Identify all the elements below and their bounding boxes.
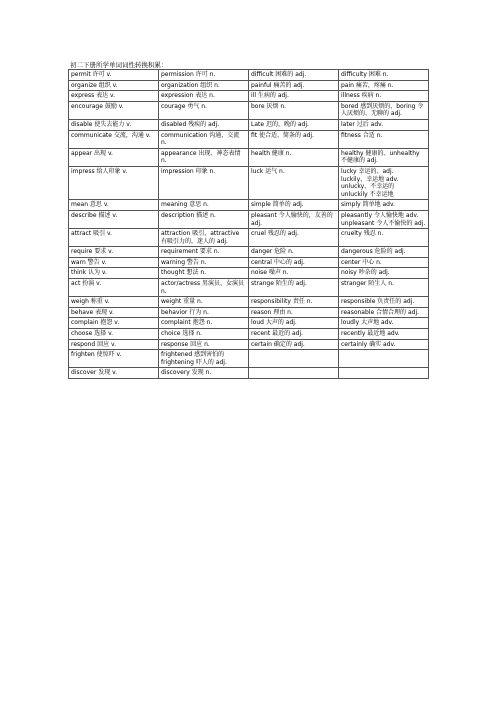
cell-text: choose 选择 v. — [71, 330, 114, 338]
table-cell — [249, 329, 339, 340]
table-cell — [159, 307, 249, 318]
table-cell — [159, 247, 249, 258]
cell-text: recently 最近地 adv. — [341, 330, 400, 338]
cell-text: encourage 鼓励 v. — [71, 102, 124, 110]
table-cell — [69, 279, 159, 297]
cell-text: choice 选择 n. — [161, 330, 202, 338]
table-cell — [159, 91, 249, 102]
table-cell — [159, 166, 249, 199]
table-cell — [159, 350, 249, 368]
cell-text: weight 重量 n. — [161, 298, 203, 306]
table-cell — [249, 339, 339, 350]
cell-text: communication 沟通，交流 n. — [161, 131, 242, 147]
table-row — [69, 148, 429, 166]
cell-text: loud 大声的 adj. — [251, 319, 297, 327]
cell-text: behave 表现 v. — [71, 308, 115, 316]
table-row — [69, 200, 429, 211]
cell-text: thought 想法 n. — [161, 269, 207, 277]
cell-text: pleasantly 令人愉快地 adv. unpleasant 令人不愉快的 adj. — [341, 211, 426, 227]
cell-text: simple 简单的 adj. — [251, 201, 304, 209]
table-cell — [69, 297, 159, 308]
table-cell — [69, 91, 159, 102]
table-cell — [249, 297, 339, 308]
table-cell — [249, 148, 339, 166]
table-cell — [159, 268, 249, 279]
cell-text: reason 理由 n. — [251, 308, 293, 316]
cell-text: later 过后 adv. — [341, 120, 384, 128]
table-row — [69, 268, 429, 279]
cell-text: permission 许可 n. — [161, 71, 216, 78]
cell-text: respond 回应 v. — [71, 340, 117, 348]
cell-text: permit 许可 v. — [71, 71, 112, 78]
table-cell — [339, 130, 429, 148]
table-row — [69, 166, 429, 199]
cell-text: Late 迟的，晚的 adj. — [251, 120, 309, 128]
cell-text: response 回应 n. — [161, 340, 210, 348]
cell-text: courage 勇气 n. — [161, 102, 207, 110]
cell-text: disable 使失去能力 v. — [71, 120, 132, 128]
table-cell — [339, 101, 429, 119]
table-cell — [159, 229, 249, 247]
cell-text: appear 出现 v. — [71, 149, 113, 157]
cell-text: cruelty 残忍 n. — [341, 230, 384, 238]
cell-text: strange 陌生的 adj. — [251, 280, 307, 288]
cell-text: describe 描述 v. — [71, 211, 118, 219]
cell-text: attraction 吸引、attractive 有吸引力的，迷人的 adj. — [161, 230, 242, 245]
cell-text: responsible 负责任的 adj. — [341, 298, 415, 306]
table-cell — [339, 329, 429, 340]
cell-text: actor/actress 男演员、女演员 n. — [161, 280, 246, 295]
table-row — [69, 339, 429, 350]
table-cell — [249, 70, 339, 81]
table-cell — [159, 148, 249, 166]
table-cell — [69, 148, 159, 166]
cell-text: simply 简单地 adv. — [341, 201, 395, 209]
table-row — [69, 350, 429, 368]
cell-text: health 健康 n. — [251, 149, 292, 157]
table-cell — [339, 247, 429, 258]
table-cell — [249, 350, 339, 368]
cell-text: complaint 抱怨 n. — [161, 319, 213, 327]
cell-text: appearance 出现、神态表情 n. — [161, 149, 243, 165]
table-cell — [339, 91, 429, 102]
table-cell — [249, 307, 339, 318]
table-cell — [159, 200, 249, 211]
table-row — [69, 101, 429, 119]
cell-text: attract 吸引 v. — [71, 230, 112, 238]
cell-text: warning 警告 n. — [161, 258, 207, 266]
table-cell — [339, 229, 429, 247]
table-cell — [69, 247, 159, 258]
cell-text: complain 抱怨 v. — [71, 319, 120, 327]
cell-text: warn 警告 v. — [71, 258, 107, 266]
table-cell — [159, 368, 249, 379]
table-cell — [69, 80, 159, 91]
cell-text: frighten 使惊吓 v. — [71, 351, 122, 359]
table-cell — [159, 257, 249, 268]
table-cell — [339, 307, 429, 318]
table-cell — [339, 279, 429, 297]
table-cell — [69, 119, 159, 130]
table-row — [69, 119, 429, 130]
table-cell — [339, 350, 429, 368]
table-row — [69, 210, 429, 228]
cell-text: disabled 残疾的 adj. — [161, 120, 220, 128]
table-cell — [339, 200, 429, 211]
cell-text: danger 危险 n. — [251, 248, 294, 256]
table-cell — [249, 229, 339, 247]
table-cell — [69, 130, 159, 148]
cell-text: mean 意思 v. — [71, 201, 109, 209]
cell-text: organize 组织 v. — [71, 81, 118, 89]
table-cell — [69, 70, 159, 81]
cell-text: reasonable 合情合理的 adj. — [341, 308, 420, 316]
table-cell — [159, 279, 249, 297]
table-cell — [339, 119, 429, 130]
table-cell — [249, 318, 339, 329]
table-cell — [69, 268, 159, 279]
table-cell — [159, 80, 249, 91]
table-cell — [69, 166, 159, 199]
table-row — [69, 80, 429, 91]
table-row — [69, 318, 429, 329]
table-row — [69, 297, 429, 308]
table-cell — [249, 368, 339, 379]
table-cell — [339, 257, 429, 268]
cell-text: behavior 行为 n. — [161, 308, 209, 316]
cell-text: expression 表达 n. — [161, 92, 215, 100]
cell-text: certain 确定的 adj. — [251, 340, 305, 348]
cell-text: impression 印象 n. — [161, 167, 216, 175]
table-cell — [69, 339, 159, 350]
cell-text: painful 痛苦的 adj. — [251, 81, 305, 89]
cell-text: meaning 意思 n. — [161, 201, 209, 209]
cell-text: illness 疾病 n. — [341, 92, 382, 100]
table-cell — [159, 297, 249, 308]
table-cell — [69, 200, 159, 211]
table-cell — [249, 247, 339, 258]
table-cell — [159, 210, 249, 228]
table-row — [69, 368, 429, 379]
cell-text: recent 最近的 adj. — [251, 330, 304, 338]
table-cell — [339, 166, 429, 199]
cell-text: luck 运气 n. — [251, 167, 285, 175]
table-cell — [159, 318, 249, 329]
page-title: 初二下册所学单词词性转换积累： — [70, 61, 168, 69]
cell-text: central 中心的 adj. — [251, 258, 305, 266]
cell-text: discovery 发现 n. — [161, 369, 212, 377]
table-row — [69, 257, 429, 268]
table-cell — [249, 210, 339, 228]
table-cell — [159, 101, 249, 119]
table-cell — [249, 268, 339, 279]
table-cell — [69, 329, 159, 340]
cell-text: fitness 合适 n. — [341, 131, 383, 139]
cell-text: pain 痛苦，疼痛 n. — [341, 81, 394, 89]
cell-text: express 表达 v. — [71, 92, 116, 100]
table-cell — [249, 91, 339, 102]
cell-text: noisy 吵杂的 adj. — [341, 269, 390, 277]
table-cell — [339, 368, 429, 379]
table-cell — [249, 80, 339, 91]
table-row — [69, 307, 429, 318]
table-cell — [69, 229, 159, 247]
table-row — [69, 229, 429, 247]
table-cell — [159, 130, 249, 148]
table-row — [69, 279, 429, 297]
cell-text: requirement 要求 n. — [161, 248, 220, 256]
cell-text: fit 使合适、简条的 adj. — [251, 131, 315, 139]
table-cell — [69, 368, 159, 379]
cell-text: ill 生病的 adj. — [251, 92, 289, 100]
table-cell — [339, 148, 429, 166]
table-cell — [69, 257, 159, 268]
table-cell — [159, 119, 249, 130]
cell-text: center 中心 n. — [341, 258, 382, 266]
cell-text: pleasant 令人愉快的，友善的 adj. — [251, 211, 335, 227]
cell-text: difficulty 困难 n. — [341, 71, 389, 78]
table-cell — [69, 307, 159, 318]
cell-text: certainly 确实 adv. — [341, 340, 396, 348]
cell-text: bored 感到厌烦的、boring 令人厌烦的、无聊的 adj. — [341, 102, 424, 118]
cell-text: responsibility 责任 n. — [251, 298, 313, 306]
cell-text: act 扮演 v. — [71, 280, 102, 288]
cell-text: require 要求 v. — [71, 248, 114, 256]
cell-text: think 认为 v. — [71, 269, 107, 277]
cell-text: noise 噪声 n. — [251, 269, 289, 277]
cell-text: bore 厌烦 n. — [251, 102, 287, 110]
table-cell — [339, 70, 429, 81]
table-cell — [249, 200, 339, 211]
word-conversion-table — [68, 69, 429, 379]
table-cell — [69, 318, 159, 329]
cell-text: impress 给人印象 v. — [71, 167, 128, 175]
cell-text: frightened 感到害怕的 frightening 吓人的 adj. — [161, 351, 227, 366]
table-cell — [339, 297, 429, 308]
table-cell — [159, 339, 249, 350]
cell-text: stranger 陌生人 n. — [341, 280, 394, 288]
table-cell — [339, 318, 429, 329]
table-cell — [159, 70, 249, 81]
table-cell — [69, 101, 159, 119]
table-cell — [339, 210, 429, 228]
cell-text: difficult 困难的 adj. — [251, 71, 307, 78]
table-row — [69, 247, 429, 258]
cell-text: cruel 残忍的 adj. — [251, 230, 299, 238]
cell-text: discover 发现 v. — [71, 369, 118, 377]
cell-text: description 描述 n. — [161, 211, 216, 219]
table-cell — [339, 268, 429, 279]
table-cell — [69, 210, 159, 228]
table-cell — [249, 279, 339, 297]
table-cell — [249, 166, 339, 199]
table-cell — [339, 339, 429, 350]
table-cell — [69, 350, 159, 368]
cell-text: communicate 交流，沟通 v. — [71, 131, 151, 139]
cell-text: organization 组织 n. — [161, 81, 220, 89]
table-row — [69, 91, 429, 102]
table-cell — [249, 119, 339, 130]
table-cell — [249, 257, 339, 268]
table-cell — [249, 101, 339, 119]
cell-text: healthy 健康的、unhealthy 不健康的 adj. — [341, 149, 422, 165]
table-row — [69, 130, 429, 148]
table-cell — [249, 130, 339, 148]
table-row — [69, 329, 429, 340]
cell-text: dangerous 危险的 adj. — [341, 248, 406, 256]
cell-text: weigh 称重 v. — [71, 298, 110, 306]
table-row — [69, 70, 429, 81]
cell-text: lucky 幸运的、adj. luckily、幸运地 adv. unlucky、不幸运的 unluckily 不幸运地 — [341, 167, 399, 198]
cell-text: loudly 大声地 adv. — [341, 319, 394, 327]
table-cell — [339, 80, 429, 91]
table-cell — [159, 329, 249, 340]
